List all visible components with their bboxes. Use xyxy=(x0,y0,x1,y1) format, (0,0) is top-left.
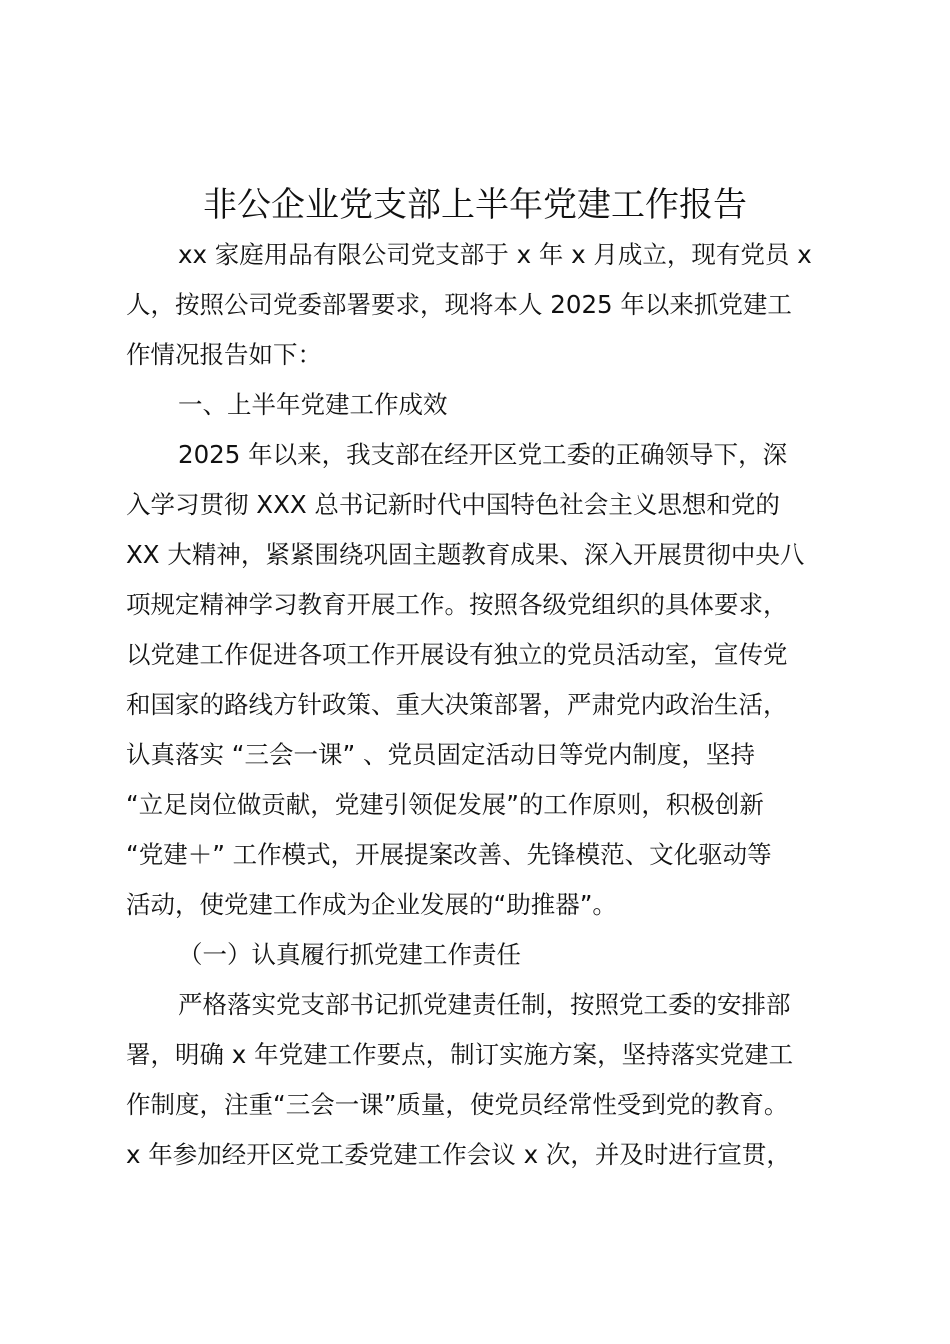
paragraph-line: 作制度，注重“三会一课”质量，使党员经常性受到党的教育。 xyxy=(126,1090,789,1119)
paragraph-line: XX 大精神，紧紧围绕巩固主题教育成果、深入开展贯彻中央八 xyxy=(126,540,805,569)
paragraph-line: x 年参加经开区党工委党建工作会议 x 次，并及时进行宣贯， xyxy=(126,1140,791,1169)
paragraph-line: 活动，使党建工作成为企业发展的“助推器”。 xyxy=(126,890,617,919)
paragraph-line: “党建＋” 工作模式，开展提案改善、先锋模范、文化驱动等 xyxy=(126,840,772,869)
paragraph-line: “立足岗位做贡献，党建引领促发展”的工作原则，积极创新 xyxy=(126,790,764,819)
paragraph-line: 入学习贯彻 XXX 总书记新时代中国特色社会主义思想和党的 xyxy=(126,490,780,519)
paragraph-line: 人，按照公司党委部署要求，现将本人 2025 年以来抓党建工 xyxy=(126,290,792,319)
paragraph-line: 严格落实党支部书记抓党建责任制，按照党工委的安排部 xyxy=(178,990,791,1019)
paragraph-line: 认真落实 “三会一课” 、党员固定活动日等党内制度，坚持 xyxy=(126,740,755,769)
paragraph-line: 2025 年以来，我支部在经开区党工委的正确领导下，深 xyxy=(178,440,788,469)
section-heading: 一、上半年党建工作成效 xyxy=(178,390,448,419)
subsection-heading: （一）认真履行抓党建工作责任 xyxy=(178,940,521,969)
paragraph-line: 以党建工作促进各项工作开展设有独立的党员活动室，宣传党 xyxy=(126,640,788,669)
document-title: 非公企业党支部上半年党建工作报告 xyxy=(203,185,747,225)
paragraph-line: 署，明确 x 年党建工作要点，制订实施方案，坚持落实党建工 xyxy=(126,1040,794,1069)
paragraph-line: xx 家庭用品有限公司党支部于 x 年 x 月成立，现有党员 x xyxy=(178,240,812,269)
paragraph-line: 和国家的路线方针政策、重大决策部署，严肃党内政治生活， xyxy=(126,690,788,719)
paragraph-line: 项规定精神学习教育开展工作。按照各级党组织的具体要求， xyxy=(126,590,788,619)
paragraph-line: 作情况报告如下： xyxy=(126,340,322,369)
